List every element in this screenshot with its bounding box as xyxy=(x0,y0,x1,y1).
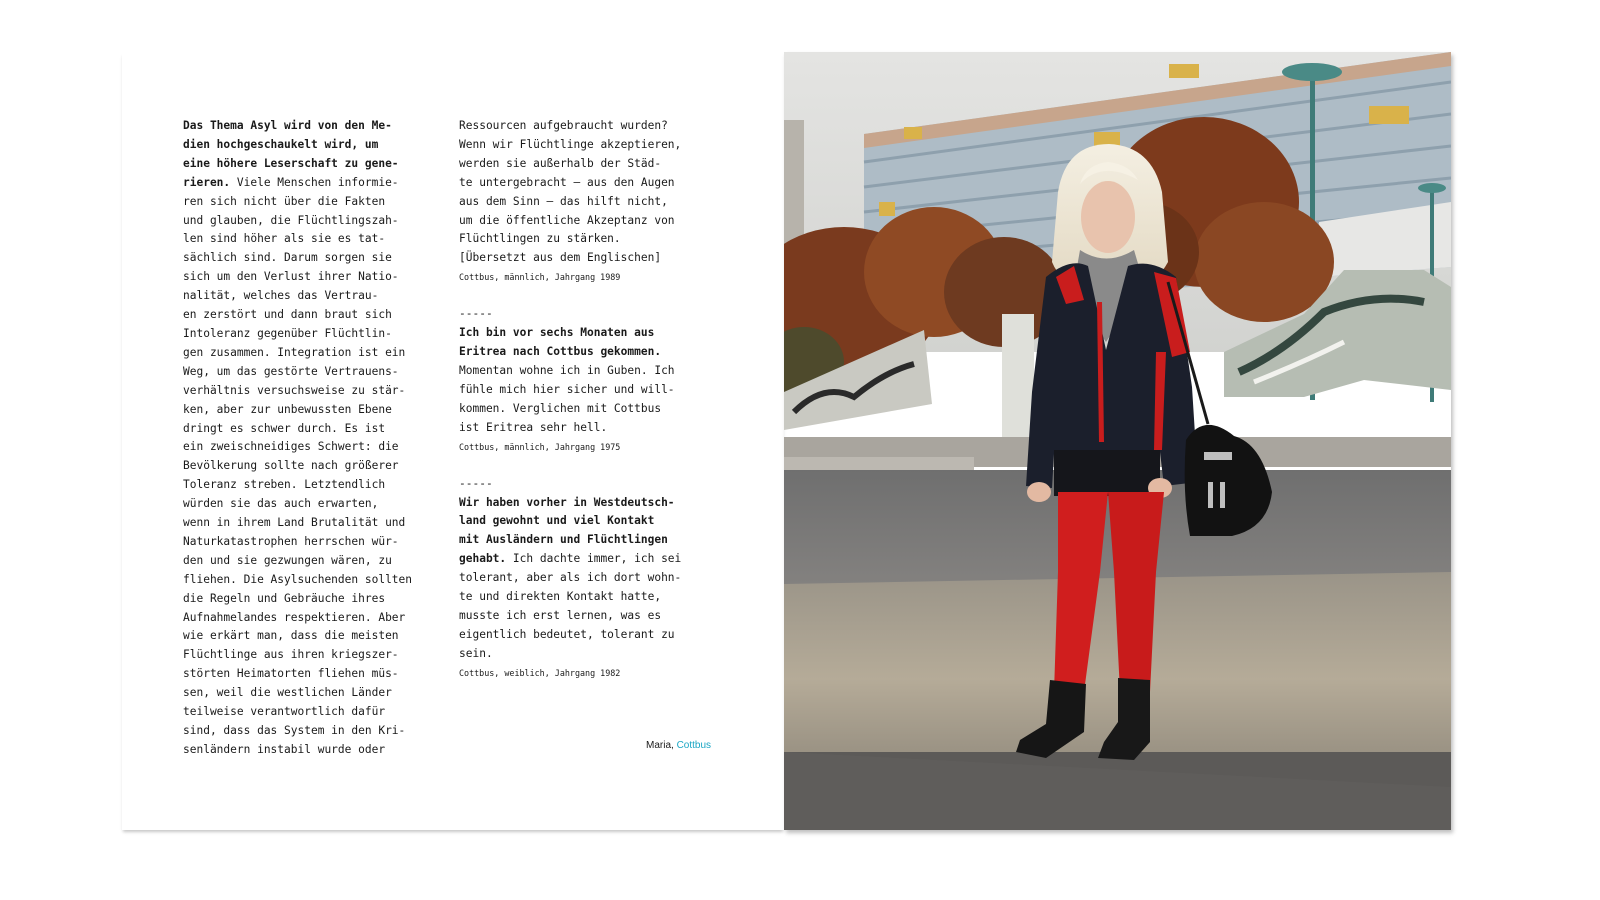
left-lead-bold: Das Thema Asyl wird von den Me- dien hochgeschaukelt wird, um eine höhere Leserschaft zu gene- rieren. xyxy=(183,119,399,189)
source-line-2: Cottbus, männlich, Jahrgang 1975 xyxy=(459,441,621,452)
caption-name: Maria, xyxy=(646,740,674,751)
quote-2-bold: Ich bin vor sechs Monaten aus Eritrea nach Cottbus gekommen. xyxy=(459,326,662,359)
source-line-3: Cottbus, weiblich, Jahrgang 1982 xyxy=(459,667,621,678)
caption-city: Cottbus xyxy=(676,740,712,751)
separator-1: ----- xyxy=(459,307,493,321)
right-text-column xyxy=(459,117,724,682)
portrait-photo xyxy=(784,52,1451,830)
left-body-text: Viele Menschen informie- ren sich nicht über die Fakten und glauben, die Flüchtlingszah- len sind höher als sie es tat- sächlich sind. Darum sorgen sie sich um den Verlust ihrer Natio- nalität, welches das Vertrau- en zerstört und dann braut sich Intoleranz gegenüber Flüchtlin- gen zusammen. Integration ist ein Weg, um das gestörte Vertrauens- verhältnis versuchsweise zu stär- ken, aber zur unbewussten Ebene dringt es schwer durch. Es ist ein zweischneidiges Schwert: die Bevölkerung sollte nach größerer Toleranz streben. Letztendlich würden sie das auch erwarten, wenn in ihrem Land Brutalität und Naturkatastrophen herrschen wür- den und sie gezwungen wären, zu fliehen. Die Asylsuchenden sollten die Regeln und Gebräuche ihres Aufnahmelandes respektieren. Aber wie erkärt man, dass die meisten Flüchtlinge aus ihren kriegszer- störten Heimatorten fliehen müs- sen, weil die westlichen Länder teilweise verantwortlich dafür sind, dass das System in den Kri- senländern instabil wurde oder xyxy=(183,175,413,756)
left-text-column xyxy=(183,117,445,760)
photo-caption xyxy=(646,740,711,751)
continuation-text: Ressourcen aufgebraucht wurden? Wenn wir Flüchtlinge akzeptieren, werden sie außerhalb der Städ- te untergebracht – aus den Augen aus dem Sinn – das hilft nicht, um die öffentliche Akzeptanz von Flüchtlingen zu stärken. [Übersetzt aus dem Englischen] xyxy=(459,119,682,265)
quote-3-text: Ich dachte immer, ich sei tolerant, aber als ich dort wohn- te und direkten Kontakt hatte, musste ich erst lernen, was es eigentlich bedeutet, tolerant zu sein. xyxy=(459,552,682,660)
source-line-1: Cottbus, männlich, Jahrgang 1989 xyxy=(459,272,621,283)
quote-3-bold: Wir haben vorher in Westdeutsch- land gewohnt und viel Kontakt mit Ausländern und Flüchtlingen gehabt. xyxy=(459,495,675,566)
portrait-photo-illustration xyxy=(784,52,1451,830)
separator-2: ----- xyxy=(459,476,493,490)
quote-2-text: Momentan wohne ich in Guben. Ich fühle mich hier sicher und will- kommen. Verglichen mit Cottbus ist Eritrea sehr hell. xyxy=(459,363,675,434)
